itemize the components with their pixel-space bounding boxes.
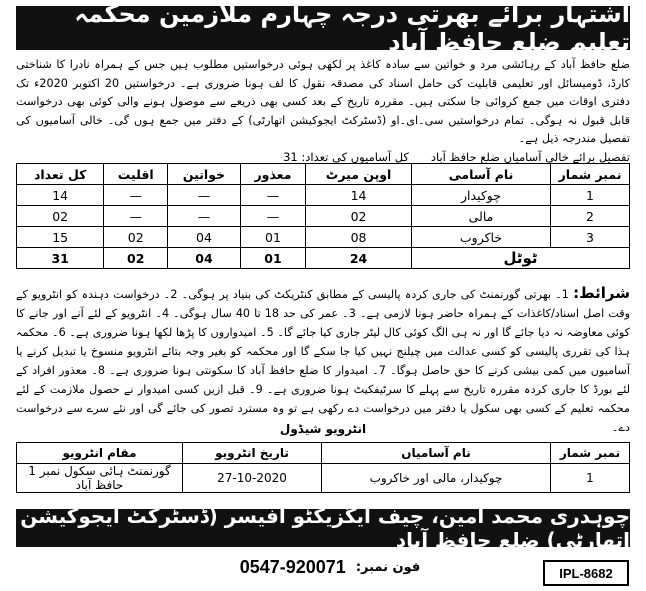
schedule-header-serial: نمبر شمار: [551, 443, 630, 464]
row-post-name: چوکیدار: [412, 185, 551, 206]
total-disabled: 01: [240, 248, 305, 269]
interview-schedule-title: انٹرویو شیڈول: [279, 422, 367, 436]
conditions-section: [16, 284, 630, 437]
posts-summary-line: [16, 150, 630, 164]
table-header-row: [17, 164, 630, 185]
table-row: [17, 464, 630, 493]
schedule-serial: 1: [551, 464, 630, 493]
table-total-row: [17, 248, 630, 269]
schedule-header-venue: مقام انٹرویو: [17, 443, 183, 464]
row-women: 04: [168, 227, 241, 248]
row-disabled: 01: [240, 227, 305, 248]
vacancies-table: [16, 163, 630, 269]
phone-line: [200, 553, 460, 581]
ad-code-badge: [543, 560, 629, 586]
row-total: 02: [17, 206, 104, 227]
total-label: ٹوٹل: [412, 248, 630, 269]
row-women: —: [168, 185, 241, 206]
row-total: 14: [17, 185, 104, 206]
schedule-posts: چوکیدار، مالی اور خاکروب: [322, 464, 551, 493]
ad-code-text: IPL-8682: [559, 565, 613, 581]
schedule-header-date: تاریخ انٹرویو: [183, 443, 322, 464]
ad-headline: [16, 0, 630, 56]
intro-paragraph: ضلع حافظ آباد کے رہائشی مرد و خواتین سے سادہ کاغذ پر لکھی ہوئی درخواستیں مطلوب ہیں جس کے ہمراہ نادرا کا شناختی کارڈ، ڈومیسائل اور تعلیمی قابلیت کی حامل اسناد کی مصدقہ نقول کا لف ہونا ضروری ہے۔ درخواستیں 20 اکتوبر 2020ء تک دفتری اوقات میں جمع کروائی جا سکتی ہیں۔ مقررہ تاریخ کے بعد کسی بھی ذریعے سے موصول ہونے والی کوئی بھی درخواست قابل قبول نہ ہوگی۔ تمام درخواستیں سی۔ای۔او (ڈسٹرکٹ ایجوکیشن اتھارٹی) کے دفتر میں جمع ہوں گی۔ خالی آسامیوں کی تفصیل مندرجہ ذیل ہے۔: [16, 58, 630, 146]
total-posts-label: کل آسامیوں کی تعداد: 31: [283, 150, 409, 164]
row-post-name: مالی: [412, 206, 551, 227]
row-open-merit: 02: [306, 206, 412, 227]
header-minority: اقلیت: [104, 164, 168, 185]
row-women: —: [168, 206, 241, 227]
table-row: [17, 185, 630, 206]
conditions-heading: شرائط:: [573, 284, 631, 302]
row-minority: —: [104, 185, 168, 206]
row-open-merit: 14: [306, 185, 412, 206]
total-overall: 31: [17, 248, 104, 269]
row-disabled: —: [240, 185, 305, 206]
row-disabled: —: [240, 206, 305, 227]
table-row: [17, 227, 630, 248]
row-open-merit: 08: [306, 227, 412, 248]
issuer-banner: [16, 504, 630, 552]
total-open-merit: 24: [306, 248, 412, 269]
header-disabled: معذور: [240, 164, 305, 185]
schedule-header-posts: نام آسامیاں: [322, 443, 551, 464]
row-total: 15: [17, 227, 104, 248]
row-post-name: خاکروب: [412, 227, 551, 248]
row-serial: 2: [551, 206, 630, 227]
schedule-venue: گورنمنٹ ہائی سکول نمبر 1 حافظ آباد: [17, 464, 183, 493]
header-total: کل تعداد: [17, 164, 104, 185]
row-minority: 02: [104, 227, 168, 248]
intro-section: [16, 56, 630, 149]
header-serial: نمبر شمار: [551, 164, 630, 185]
header-post-name: نام آسامی: [412, 164, 551, 185]
schedule-date: 27-10-2020: [183, 464, 322, 493]
row-serial: 1: [551, 185, 630, 206]
header-women: خواتین: [168, 164, 241, 185]
table-row: [17, 206, 630, 227]
total-minority: 02: [104, 248, 168, 269]
phone-label: فون نمبر:: [355, 559, 421, 575]
issuer-text: چوہدری محمد امین، چیف ایگزیکٹو آفیسر (ڈسٹرکٹ ایجوکیشن اتھارٹی) ضلع حافظ آباد: [20, 504, 630, 552]
ad-title: اشتہار برائے بھرتی درجہ چہارم ملازمین محکمہ تعلیم ضلع حافظ آباد: [74, 0, 630, 56]
row-minority: —: [104, 206, 168, 227]
header-open-merit: اوپن میرٹ: [306, 164, 412, 185]
posts-heading: تفصیل برائے خالی آسامیاں ضلع حافظ آباد: [430, 150, 630, 164]
table-header-row: [17, 443, 630, 464]
interview-schedule-table: [16, 442, 630, 493]
phone-number: 0547-920071: [239, 556, 346, 577]
total-women: 04: [168, 248, 241, 269]
row-serial: 3: [551, 227, 630, 248]
conditions-text: 1۔ بھرتی گورنمنٹ کی جاری کردہ پالیسی کے مطابق کنٹریکٹ کی بنیاد پر ہوگی۔ 2۔ درخواست دہندہ کو انٹرویو کے وقت اصل اسناد/کاغذات کے ہمراہ حاضر ہونا لازمی ہے۔ 3۔ عمر کی حد 18 تا 40 سال ہوگی۔ 4۔ انٹرویو کے لئے آنے اور جانے کا کوئی معاوضہ نہ دیا جائے گا اور نہ ہی الگ کوئی کال لیٹر جاری کیا جائے گا۔ 5۔ امیدواروں کا پڑھا لکھا ہونا ضروری ہے۔ 6۔ محکمہ ہذا کی تقرری پالیسی کو کسی عدالت میں چیلنج نہیں کیا جا سکے گا اور محکمہ کو بغیر وجہ بتائے انٹرویو منسوخ یا تبدیل کرنے یا آسامیوں میں کمی بیشی کرنے کا حق حاصل ہوگا۔ 7۔ امیدوار کا ضلع حافظ آباد کا سکونتی ہونا ضروری ہے۔ 8۔ معذور افراد کے لئے بورڈ کا جاری کردہ مقررہ تاریخ سے پہلے کا سرٹیفکیٹ ہونا ضروری ہے۔ 9۔ قبل ازیں کسی امیدوار نے حصول ملازمت کے لئے محکمہ تعلیم کے کسی بھی سکول یا دفتر میں درخواست دے رکھی ہے تو وہ مسترد تصور کی جائے گی اور نئے سرے سے درخواست دے۔: [16, 288, 631, 434]
